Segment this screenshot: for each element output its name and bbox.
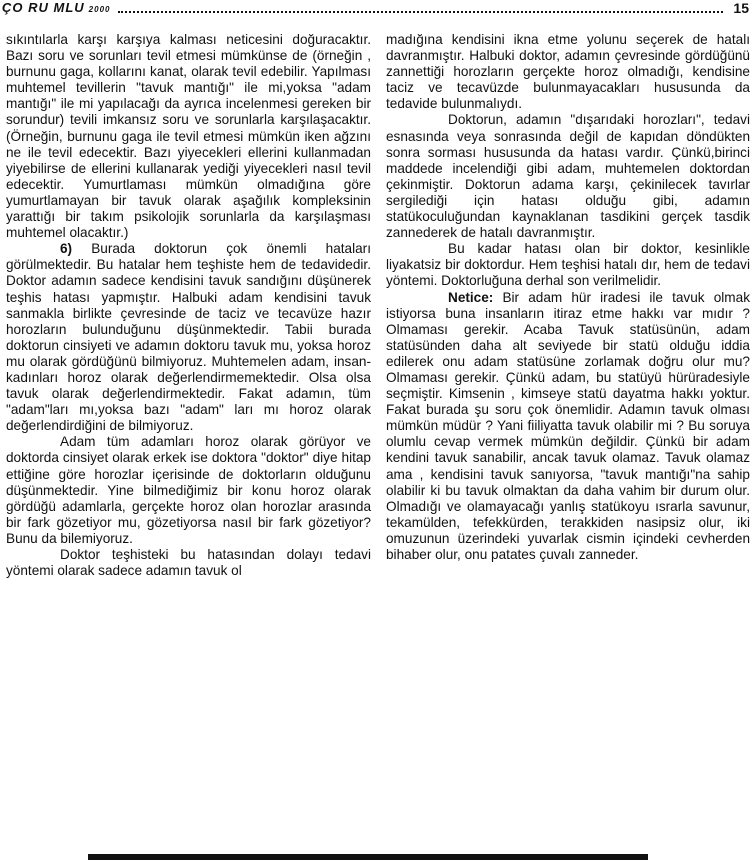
right-paragraph-1: madığına kendisini ikna etme yolunu seçerek de hatalı davranmıştır. Halbuki doktor, adamın çevresinde gördüğünü zannettiği horozların gerçekte horoz olmadığı, kendisine taciz ve tecavüzde bulunmayacakları hususunda da tedavide bulunmalıydı. <box>386 32 750 112</box>
right-paragraph-3: Bu kadar hatası olan bir doktor, kesinlikle liyakatsiz bir doktordur. Hem teşhisi hatalı dır, hem de tedavi yöntemi. Doktorluğuna derhal son verilmelidir. <box>386 241 750 289</box>
item-number: 6) <box>60 241 73 257</box>
right-column <box>386 32 750 563</box>
left-column <box>6 32 371 579</box>
left-paragraph-1: sıkıntılarla karşı karşıya kalması neticesini doğuracaktır. Bazı soru ve sorunları tevil etmesi mümkünse de (örneğin , burnunu gaga, kollarını kanat, olarak tevil edebilir. Yapılması muhtemel tevillerin "tavuk mantığı" ile mi,yoksa "adam mantığı" ile mi yapılacağı da ayrıca incelenmesi gereken bir sorundur) tevili imkansız soru ve sorunlarla karşılaşacaktır. (Örneğin, burnunu gaga ile tevil etmesi mümkün iken ağzını ne ile tevil edecektir. Bazı yiyecekleri ellerini kullanmadan yiyebilirse de ellerini kullanarak yediği yiyecekleri nasıl tevil edecektir. Yumurtlaması mümkün olmadığına göre yumurtlamayan bir tavuk olarak aşağılık kompleksinin yarattığı bir takım psikolojik sorunlarla da karşılaşması muhtemel olacaktır.) <box>6 32 371 241</box>
dotted-leader <box>118 11 723 13</box>
left-paragraph-4: Doktor teşhisteki bu hatasından dolayı tedavi yöntemi olarak sadece adamın tavuk ol <box>6 547 371 579</box>
magazine-name: ÇO RU MLU <box>2 0 85 15</box>
right-paragraph-4 <box>386 290 750 564</box>
magazine-year: 2000 <box>88 5 111 14</box>
page-header <box>0 0 753 22</box>
right-paragraph-2: Doktorun, adamın "dışarıdaki horozları", tedavi esnasında veya sonrasında değil de kapıdan döndükten sonra sorması hususunda da hatası vardır. Çünkü,birinci maddede incelendiği gibi adam, muhtemelen doktordan çekinmiştir. Doktorun adama karşı, çekinilecek tavırlar sergilediği için hatası olduğu gibi, adamın statükoculuğundan kaynaklanan tasdikini gerçek tasdik zannederek de hatalı davranmıştır. <box>386 112 750 241</box>
left-paragraph-3: Adam tüm adamları horoz olarak görüyor ve doktorda cinsiyet olarak erkek ise doktora "doktor" diye hitap ettiğine göre horozlar içerisinde de doktorların olduğunu düşünmektedir. Yine bilmediğimiz bir konu horoz olarak gördüğü adamlarla, gerçekte horoz olan horozlar arasında bir fark gözetiyor mu, gözetiyorsa nasıl bir fark gözetiyor? Bunu da bilemiyoruz. <box>6 434 371 546</box>
footer-rule <box>88 854 648 860</box>
right-paragraph-4-text: Bir adam hür iradesi ile tavuk olmak istiyorsa buna insanların itiraz etme hakkı var mıdır ? Olmaması gerekir. Acaba Tavuk statüsünün, adam statüsünden daha alt seviyede bir statü olduğu iddia edilerek onu adam statüsüne zorlamak doğru olur mu? Olmaması gerekir. Çünkü adam, bu statüyü hürüradesiyle seçmiştir. Kimsenin , kimseye statü dayatma hakkı yoktur. Fakat burada şu soru çok önemlidir. Adamın tavuk olması mümkün müdür ? Yani fiiliyatta tavuk olabilir mi ? Bu soruya olumlu cevap vermek mümkün değildir. Çünkü bir adam kendini tavuk sanabilir, ancak tavuk olamaz. Tavuk olamaz ama , kendisini tavuk sanıyorsa, "tavuk mantığı"na sahip olabilir ki bu tavuk olmaktan da daha vahim bir durum olur. Olmadığı ve olamayacağı yanlış statükoyu ısrarla savunur, tekamülden, tefekkürden, terakkiden nasipsiz olur, iki omuzunun üzerindeki yuvarlak cismin içindeki cevherden bihaber olur, onu patates çuvalı zanneder. <box>386 289 750 562</box>
magazine-title <box>2 0 110 15</box>
page-number: 15 <box>733 0 749 16</box>
left-paragraph-2 <box>6 241 371 434</box>
left-paragraph-2-text: Burada doktorun çok önemli hataları görülmektedir. Bu hatalar hem teşhiste hem de tedavidedir. Doktor adamın sadece kendisini tavuk sandığını düşünerek teşhis hatası yapmıştır. Halbuki adam kendisini tavuk sanmakla birlikte çevresinde de taciz ve tecavüze hazır horozların bulunduğunu düşünmektedir. Tabii burada doktorun cinsiyeti ve adamın doktoru tavuk mu, yoksa horoz mu olarak gördüğünü bilmiyoruz. Muhtemelen adam, insan-kadınları horoz olarak değerlendirmemektedir. Olsa olsa tavuk olarak değerlendirmektedir. Fakat adamın, tüm "adam"ları mı,yoksa bazı "adam" ları mı horoz olarak değerlendirdiğini de bilmiyoruz. <box>6 241 371 434</box>
conclusion-heading: Netice: <box>448 289 494 305</box>
